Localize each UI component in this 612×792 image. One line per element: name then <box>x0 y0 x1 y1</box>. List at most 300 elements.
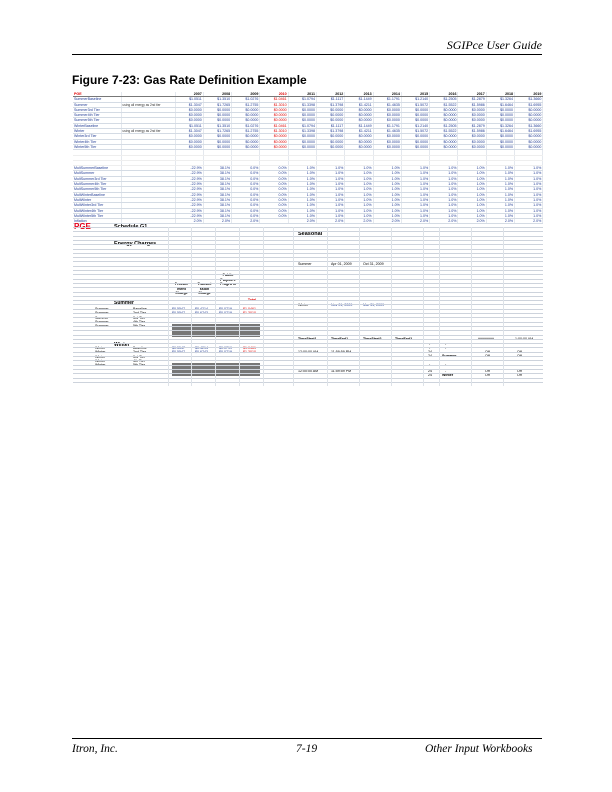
multiplier-value: 1.0% <box>401 171 429 176</box>
rate-value: $0.0000 <box>486 144 514 149</box>
rate-value: $0.0000 <box>260 118 288 123</box>
dash: - <box>429 346 431 350</box>
schedule-section <box>73 222 543 452</box>
multiplier-value: 1.0% <box>316 197 344 202</box>
multiplier-value: 1.0% <box>430 197 458 202</box>
multiplier-value: 0.0% <box>232 213 260 218</box>
multiplier-value: 1.0% <box>430 182 458 187</box>
grid-line <box>73 261 543 262</box>
rate-value: $0.0000 <box>232 107 260 112</box>
grid-line <box>73 360 543 361</box>
multiplier-value: 0.0% <box>260 213 288 218</box>
row-label: MultSummerBaseline <box>73 166 121 171</box>
seasonal-summer-start: Apr 01, 2009 <box>331 262 352 266</box>
dash: - <box>445 350 447 354</box>
multiplier-value: 1.0% <box>345 176 373 181</box>
multiplier-value: 1.0% <box>430 213 458 218</box>
winter_rows-tier-cell: 4th Tier <box>133 358 145 363</box>
row-label: Summer3rd Tier <box>73 107 121 112</box>
summer_rows-total-value: $1.0461 <box>243 307 256 311</box>
multiplier-value: 1.0% <box>373 171 401 176</box>
rate-value: $0.0000 <box>373 144 401 149</box>
rate-value: $1.0276 <box>232 123 260 128</box>
seasonal-winter-start: Nov 01, 2009 <box>331 303 353 307</box>
rate-value: $0.0000 <box>458 118 486 123</box>
rate-value: $0.0000 <box>316 118 344 123</box>
spreadsheet-figure <box>73 92 543 377</box>
tou-header-4: TimeEnd2 <box>395 337 413 341</box>
tou-row1-end: 11:59:59 PM <box>331 350 352 354</box>
tou-row2-end: 11:59:59 PM <box>331 369 352 373</box>
dash: - <box>445 342 447 346</box>
row-note: using all energy as 2nd tier <box>121 102 175 107</box>
multiplier-value: 38.1% <box>203 203 231 208</box>
rate-value: $0.0000 <box>260 144 288 149</box>
row-label: SummerBaseline <box>73 97 121 102</box>
multiplier-value: 1.0% <box>515 182 543 187</box>
row-label: Winter4th Tier <box>73 139 121 144</box>
tou-row1-hours-2: 24 <box>428 354 432 358</box>
multiplier-value: 1.0% <box>458 192 486 197</box>
row-label: MultWinter <box>73 197 121 202</box>
row-label: MultSummer4th Tier <box>73 182 121 187</box>
rate-value: $1.6955 <box>515 102 543 107</box>
grid-line <box>73 326 543 327</box>
multiplier-value: 0.0% <box>232 166 260 171</box>
rate-value: $1.5986 <box>458 102 486 107</box>
multiplier-value: 1.0% <box>345 171 373 176</box>
year-2013: 2013 <box>345 92 373 97</box>
rate-value: $0.0000 <box>203 113 231 118</box>
row-label: Winter3rd Tier <box>73 134 121 139</box>
summer_rows-tier-cell: Baseline <box>133 307 147 311</box>
rate-value: $0.0000 <box>288 139 316 144</box>
grid-line <box>73 227 543 228</box>
multiplier-value: 38.1% <box>203 166 231 171</box>
grid-line <box>471 227 472 386</box>
summer_rows-season-cell: Summer <box>95 319 109 324</box>
row-label: MultWinter4th Tier <box>73 208 121 213</box>
rate-value: $1.3510 <box>203 123 231 128</box>
winter_rows-transmission-value: $0.6743 <box>195 350 208 355</box>
winter_rows-total-value: $1.0461 <box>243 346 256 350</box>
rate-value: $0.0000 <box>288 134 316 139</box>
rate-value: $0.0000 <box>175 139 203 144</box>
grid-line <box>73 236 543 237</box>
rate-row <box>73 102 543 107</box>
rate-value: $0.0000 <box>458 139 486 144</box>
rate-value: $1.0511 <box>175 97 203 102</box>
grid-line <box>73 292 543 293</box>
rate-value: $0.0000 <box>373 139 401 144</box>
rate-value: $1.3510 <box>203 97 231 102</box>
rate-value: $0.0000 <box>515 113 543 118</box>
multiplier-value: 1.0% <box>288 208 316 213</box>
row-label: MultWinter3rd Tier <box>73 203 121 208</box>
grid-line <box>73 313 543 314</box>
multiplier-value: 1.0% <box>515 171 543 176</box>
multiplier-value: 1.0% <box>401 182 429 187</box>
rate-value: $0.0000 <box>288 144 316 149</box>
multiplier-value: 1.0% <box>401 187 429 192</box>
multiplier-value: 1.0% <box>345 208 373 213</box>
multiplier-value: 1.0% <box>458 187 486 192</box>
tou-header-3: TimeStart2 <box>363 337 382 341</box>
year-2016: 2016 <box>430 92 458 97</box>
multiplier-value: 1.0% <box>373 166 401 171</box>
rate-value: $0.0000 <box>430 134 458 139</box>
rate-value: $0.0000 <box>260 139 288 144</box>
rate-value: $0.0000 <box>232 134 260 139</box>
multiplier-value: 0.0% <box>260 192 288 197</box>
rate-value: $0.0000 <box>232 144 260 149</box>
rate-value: $1.2879 <box>458 123 486 128</box>
rate-value: $0.0000 <box>401 107 429 112</box>
rate-value: $0.0000 <box>458 144 486 149</box>
rate-value: $1.3798 <box>316 102 344 107</box>
summer_rows-total-value: $1.3010 <box>243 311 256 316</box>
summer_rows-tier-cell: 5th Tier <box>133 324 145 329</box>
grid-line <box>73 330 543 331</box>
rate-value: $0.0000 <box>486 134 514 139</box>
grid-line <box>73 249 543 250</box>
multiplier-value: 2.0% <box>486 219 514 224</box>
rate-value: $0.0000 <box>175 134 203 139</box>
multiplier-value: 1.0% <box>430 187 458 192</box>
grid-line <box>423 227 424 386</box>
rate-value: $1.3047 <box>175 102 203 107</box>
grid-line <box>191 227 192 386</box>
multiplier-value: 1.0% <box>486 208 514 213</box>
multiplier-value: 1.0% <box>288 213 316 218</box>
year-2007: 2007 <box>175 92 203 97</box>
dash: - <box>429 362 431 366</box>
winter_rows-season-cell: Winter <box>95 363 106 368</box>
rate-value: $1.3660 <box>515 123 543 128</box>
rate-value: $1.5522 <box>430 102 458 107</box>
rate-value: $1.2140 <box>401 123 429 128</box>
rate-value: $1.6955 <box>515 129 543 134</box>
rate-value: $0.0000 <box>373 113 401 118</box>
multiplier-value: 0.0% <box>260 166 288 171</box>
multiplier-value: 1.0% <box>345 166 373 171</box>
row-label: Winter5th Tier <box>73 144 121 149</box>
multiplier-value: 1.0% <box>515 176 543 181</box>
multiplier-value: 2.0% <box>401 219 429 224</box>
multiplier-value: 0.0% <box>232 187 260 192</box>
winter_rows-tier-cell: 3rd Tier <box>133 354 146 359</box>
multiplier-value: 0.0% <box>232 171 260 176</box>
tou-row1-a: Off <box>485 350 490 354</box>
multiplier-value: 1.0% <box>430 192 458 197</box>
rate-value: $0.0000 <box>458 107 486 112</box>
grid-line <box>73 365 543 366</box>
time-cell: 1:00:00 AM <box>515 337 534 341</box>
multiplier-value: 1.0% <box>401 192 429 197</box>
multiplier-value: 1.0% <box>316 187 344 192</box>
multiplier-value: 0.0% <box>260 176 288 181</box>
rate-value: $1.3798 <box>316 129 344 134</box>
grid-line <box>73 270 543 271</box>
multiplier-value: -22.9% <box>175 187 203 192</box>
rate-value: $1.0794 <box>288 97 316 102</box>
multiplier-value: 38.1% <box>203 176 231 181</box>
seasonal-winter-end: Mar 31, 2009 <box>363 303 385 307</box>
winter_rows-season-cell: Winter <box>95 350 106 355</box>
year-2012: 2012 <box>316 92 344 97</box>
rate-value: $1.5986 <box>458 129 486 134</box>
multiplier-value: 1.0% <box>373 182 401 187</box>
rate-value: $0.0000 <box>288 118 316 123</box>
tou-row2-hours-2: 24 <box>428 373 432 377</box>
summer_rows-tier-cell: 4th Tier <box>133 319 145 324</box>
schedule-name: Schedule G1 <box>114 224 148 230</box>
rate-value: $0.0000 <box>260 134 288 139</box>
rate-value: $1.1791 <box>373 123 401 128</box>
multiplier-value: 1.0% <box>515 213 543 218</box>
multiplier-value: 2.0% <box>203 219 231 224</box>
rate-value: $1.3264 <box>486 123 514 128</box>
rate-value: $0.0000 <box>515 118 543 123</box>
multiplier-value: 1.0% <box>486 213 514 218</box>
year-2015: 2015 <box>401 92 429 97</box>
tou-row1-hours: 24 <box>428 350 432 354</box>
rate-value: $1.0461 <box>260 123 288 128</box>
rate-value: $0.0000 <box>316 107 344 112</box>
multiplier-value: 1.0% <box>288 171 316 176</box>
winter_rows-tier-cell: 2nd Tier <box>133 350 146 355</box>
grid-line <box>73 287 543 288</box>
multiplier-value: 0.0% <box>260 171 288 176</box>
multiplier-value: 1.0% <box>401 166 429 171</box>
multiplier-value: 1.0% <box>458 197 486 202</box>
multiplier-value: 1.0% <box>486 176 514 181</box>
rate-value: $0.0000 <box>430 144 458 149</box>
grid-line <box>391 227 392 386</box>
rate-value: $1.7265 <box>203 102 231 107</box>
multiplier-value: 1.0% <box>288 192 316 197</box>
grid-line <box>73 300 543 301</box>
grid-line <box>73 279 543 280</box>
row-label: Summer5th Tier <box>73 118 121 123</box>
summer_rows-transmission-value: $0.6743 <box>195 311 208 316</box>
rate-value: $0.0000 <box>288 113 316 118</box>
row-label: MultSummer <box>73 171 121 176</box>
col-public-purpose: Public Purpos e Progra m <box>220 273 236 287</box>
multiplier-value: 1.0% <box>345 192 373 197</box>
rate-value: $0.0000 <box>401 134 429 139</box>
multiplier-value: -22.9% <box>175 176 203 181</box>
multiplier-value: 1.0% <box>430 208 458 213</box>
multiplier-value: 1.0% <box>486 166 514 171</box>
winter_rows-tier-cell: Baseline <box>133 346 147 350</box>
multiplier-value: 1.0% <box>401 176 429 181</box>
grid-line <box>263 227 264 386</box>
tou-row2-b-2: Off <box>517 373 522 377</box>
rate-value: $1.4635 <box>373 102 401 107</box>
rate-value: $0.0000 <box>345 118 373 123</box>
multiplier-value: 1.0% <box>288 187 316 192</box>
running-header: SGIPce User Guide <box>446 38 542 52</box>
multiplier-value: 2.0% <box>288 219 316 224</box>
multiplier-value: 1.0% <box>345 213 373 218</box>
grid-line <box>73 283 543 284</box>
tou-row2-b: Off <box>517 369 522 373</box>
winter_rows-procurement-value: $0.5547 <box>172 350 185 355</box>
rate-value: $0.0000 <box>486 118 514 123</box>
multiplier-value: -22.9% <box>175 192 203 197</box>
multiplier-value: 2.0% <box>373 219 401 224</box>
multiplier-value: 1.0% <box>515 166 543 171</box>
corner-label: PGE <box>73 92 121 97</box>
rate-value: $1.2755 <box>232 102 260 107</box>
rate-value: $1.1117 <box>316 97 344 102</box>
multiplier-value: 1.0% <box>458 171 486 176</box>
rate-value: $1.2755 <box>232 129 260 134</box>
year-2010: 2010 <box>260 92 288 97</box>
multiplier-value: 1.0% <box>486 182 514 187</box>
winter_rows-season-cell: Winter <box>95 358 106 363</box>
row-label: Summer4th Tier <box>73 113 121 118</box>
rate-value: $0.0000 <box>373 134 401 139</box>
rate-value: $0.0000 <box>430 113 458 118</box>
summer_rows-procurement-value: $0.5547 <box>172 307 185 311</box>
multiplier-value: 1.0% <box>373 187 401 192</box>
rate-value: $0.0000 <box>486 107 514 112</box>
summer_rows-season-cell: Summer <box>95 311 109 316</box>
rate-value: $0.0000 <box>260 107 288 112</box>
tou-header-2: TimeEnd1 <box>331 337 349 341</box>
rate-value: $0.0000 <box>373 118 401 123</box>
multiplier-value: 1.0% <box>373 197 401 202</box>
multiplier-value: 2.0% <box>316 219 344 224</box>
grid-line <box>73 382 543 383</box>
multiplier-value: 1.0% <box>316 203 344 208</box>
grid-line <box>327 227 328 386</box>
rate-value: $0.0000 <box>515 134 543 139</box>
multiplier-value: 38.1% <box>203 171 231 176</box>
multiplier-value: 1.0% <box>345 182 373 187</box>
tou-row2-a-2: Off <box>485 373 490 377</box>
tou-row1-b-2: Off <box>517 354 522 358</box>
multiplier-value: 1.0% <box>373 176 401 181</box>
multiplier-value: 1.0% <box>458 176 486 181</box>
rate-value: $1.2879 <box>458 97 486 102</box>
multiplier-value: 0.0% <box>260 187 288 192</box>
dash: - <box>429 342 431 346</box>
footer-page-number: 7-19 <box>296 743 318 755</box>
rate-value: $0.0000 <box>175 113 203 118</box>
rate-value: $1.0276 <box>232 97 260 102</box>
multiplier-value: 0.0% <box>232 197 260 202</box>
multiplier-value: 1.0% <box>515 203 543 208</box>
rate-value: $0.0000 <box>260 113 288 118</box>
grid-line <box>73 266 543 267</box>
rate-value: $0.0000 <box>401 139 429 144</box>
rate-value: $0.0000 <box>316 139 344 144</box>
multiplier-value: 1.0% <box>373 213 401 218</box>
multiplier-value: 1.0% <box>345 187 373 192</box>
multiplier-value: 1.0% <box>316 213 344 218</box>
rate-value: $0.0000 <box>458 113 486 118</box>
grid-line <box>73 253 543 254</box>
multiplier-value: 1.0% <box>288 182 316 187</box>
col-transmission: Transmi ssion Charge <box>197 282 212 296</box>
winter_rows-transmission-value: $0.4214 <box>195 346 208 350</box>
multiplier-value: -22.9% <box>175 182 203 187</box>
grid-line <box>73 244 543 245</box>
summer_rows-season-cell: Summer <box>95 315 109 320</box>
rate-value: $0.0000 <box>203 107 231 112</box>
winter_rows-public-value: $0.0719 <box>219 350 232 355</box>
multiplier-value: 1.0% <box>486 171 514 176</box>
grid-line <box>73 343 543 344</box>
rate-value: $1.5522 <box>430 129 458 134</box>
rate-value: $0.0000 <box>203 139 231 144</box>
multiplier-value: 2.0% <box>458 219 486 224</box>
dash: - <box>445 346 447 350</box>
multiplier-value: -22.9% <box>175 166 203 171</box>
row-label: MultWinter5th Tier <box>73 213 121 218</box>
grid-line <box>73 304 543 305</box>
col-total: Total <box>247 298 257 302</box>
rate-value: $1.3047 <box>175 129 203 134</box>
tou-row1-label: Summer <box>442 354 457 358</box>
grid-line <box>239 227 240 386</box>
winter-heading: Winter <box>114 342 130 348</box>
rate-value: $1.4211 <box>345 102 373 107</box>
year-2018: 2018 <box>486 92 514 97</box>
rate-value: $0.0000 <box>288 107 316 112</box>
grid-line <box>73 274 543 275</box>
grid-line <box>73 317 543 318</box>
dash: - <box>445 369 447 373</box>
multiplier-value: 1.0% <box>515 192 543 197</box>
multiplier-value: 38.1% <box>203 208 231 213</box>
figure-title: Figure 7-23: Gas Rate Definition Example <box>72 73 307 87</box>
grid-line <box>503 227 504 386</box>
rate-value: $0.0000 <box>515 107 543 112</box>
tou-row2-hours: 24 <box>428 369 432 373</box>
row-label: Inflation <box>73 219 121 224</box>
multiplier-value: 1.0% <box>430 203 458 208</box>
multiplier-value: 1.0% <box>486 203 514 208</box>
tou-row1-b: Off <box>517 350 522 354</box>
multiplier-value: 2.0% <box>232 219 260 224</box>
rate-value: $0.0000 <box>232 118 260 123</box>
year-2019: 2019 <box>515 92 543 97</box>
multiplier-value: 1.0% <box>288 176 316 181</box>
multiplier-value: 1.0% <box>316 208 344 213</box>
col-procurement: Procure ment Charge <box>174 282 189 296</box>
grid-line <box>73 309 543 310</box>
rate-value: $0.0000 <box>345 134 373 139</box>
multiplier-value: 1.0% <box>458 208 486 213</box>
rate-value: $1.2505 <box>430 123 458 128</box>
year-2008: 2008 <box>203 92 231 97</box>
rate-value: $0.0000 <box>345 107 373 112</box>
multiplier-value: 1.0% <box>288 166 316 171</box>
multiplier-value: 0.0% <box>260 208 288 213</box>
grid-line <box>359 227 360 386</box>
multiplier-value: 1.0% <box>345 203 373 208</box>
row-note: using all energy as 2nd tier <box>121 129 175 134</box>
rate-value: $1.3660 <box>515 97 543 102</box>
seasonal-heading: Seasonal <box>298 231 323 237</box>
rate-value: $0.0000 <box>430 118 458 123</box>
rate-value: $1.1449 <box>345 123 373 128</box>
multiplier-value: 38.1% <box>203 213 231 218</box>
